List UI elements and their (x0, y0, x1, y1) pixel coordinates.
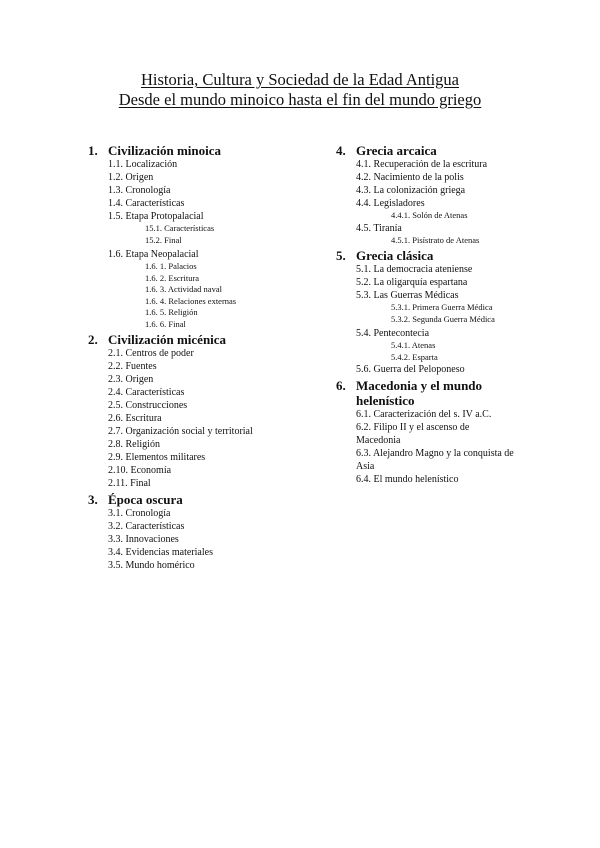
list-item: 5.6. Guerra del Peloponeso (356, 364, 465, 375)
section-title: Grecia arcaica (356, 143, 437, 158)
list-subitem: 1.6. 4. Relaciones externas (145, 295, 237, 306)
section-number: 6. (336, 378, 346, 393)
section-heading-2 (88, 332, 328, 347)
section-title: Civilización minoica (108, 143, 222, 158)
list-subitem: 4.4.1. Solón de Atenas (391, 210, 468, 220)
list-subitem: 5.3.2. Segunda Guerra Médica (391, 313, 495, 324)
list-item: 2.1. Centros de poder (108, 348, 194, 359)
list-item: 5.2. La oligarquía espartana (356, 277, 468, 288)
list-item-continuation: Macedonia (356, 435, 401, 446)
list-subitem: 1.6. 5. Religión (145, 307, 198, 317)
section-title-line: Macedonia y el mundo (356, 378, 483, 393)
section-heading-4 (336, 143, 536, 158)
list-subitem: 1.6. 2. Escritura (145, 272, 200, 283)
list-subitem: 4.5.1. Pisístrato de Atenas (391, 234, 480, 245)
list-item: 4.4. Legisladores (356, 198, 425, 209)
list-item: 2.8. Religión (108, 439, 160, 450)
section-heading-3 (88, 492, 328, 507)
list-subitem: 1.6. 3. Actividad naval (145, 284, 222, 294)
section-number: 3. (88, 492, 98, 507)
list-item: 4.3. La colonización griega (356, 185, 466, 196)
list-subitem: 5.4.2. Esparta (391, 351, 438, 362)
list-item: 1.2. Origen (108, 172, 154, 183)
list-item: 2.2. Fuentes (108, 361, 157, 372)
list-item: 6.1. Caracterización del s. IV a.C. (356, 409, 492, 420)
section-number: 5. (336, 248, 346, 263)
list-item: 3.1. Cronología (108, 508, 171, 519)
list-item: 6.3. Alejandro Magno y la conquista de (356, 448, 514, 459)
list-subitem: 5.3.1. Primera Guerra Médica (391, 302, 493, 312)
section-number: 2. (88, 332, 98, 347)
list-item: 5.3. Las Guerras Médicas (356, 290, 459, 301)
list-item: 2.5. Construcciones (108, 400, 188, 411)
section-title-line: helenístico (356, 393, 415, 408)
list-item: 1.5. Etapa Protopalacial (108, 211, 204, 222)
section-number: 4. (336, 143, 346, 158)
list-item: 2.10. Economía (108, 465, 172, 476)
section-title (356, 378, 482, 408)
section-heading-5 (336, 248, 536, 263)
list-item: 2.4. Características (108, 387, 185, 398)
list-item: 2.9. Elementos militares (108, 452, 206, 463)
list-item-continuation: Asia (356, 461, 375, 472)
list-item: 3.3. Innovaciones (108, 534, 179, 545)
list-subitem: 15.2. Final (145, 234, 182, 245)
list-item: 1.4. Características (108, 198, 185, 209)
list-item: 3.2. Características (108, 521, 185, 532)
list-item: 5.4. Pentecontecia (356, 328, 430, 339)
list-item: 1.3. Cronología (108, 185, 171, 196)
section-heading-1 (88, 143, 328, 158)
list-item: 4.5. Tiranía (356, 222, 402, 234)
list-item: 3.5. Mundo homérico (108, 560, 195, 571)
list-item: 1.1. Localización (108, 159, 178, 170)
list-item: 1.6. Etapa Neopalacial (108, 249, 199, 260)
document-title (0, 70, 600, 110)
list-item: 2.11. Final (108, 478, 151, 489)
list-item: 6.4. El mundo helenístico (356, 474, 459, 485)
left-column (88, 142, 328, 572)
section-heading-6 (336, 378, 536, 408)
list-item: 4.1. Recuperación de la escritura (356, 159, 488, 170)
section-title: Época oscura (108, 492, 183, 507)
list-item: 5.1. La democracia ateniense (356, 264, 473, 275)
list-subitem: 5.4.1. Atenas (391, 340, 436, 350)
right-column (336, 142, 536, 486)
list-item: 3.4. Evidencias materiales (108, 547, 213, 558)
title-line-1: Historia, Cultura y Sociedad de la Edad Antigua (140, 70, 459, 89)
list-subitem: 15.1. Características (145, 223, 215, 233)
list-subitem: 1.6. 1. Palacios (145, 261, 197, 271)
list-item: 2.7. Organización social y territorial (108, 426, 253, 437)
list-subitem: 1.6. 6. Final (145, 318, 186, 329)
section-title: Civilización micénica (108, 332, 227, 347)
title-line-2: Desde el mundo minoico hasta el fin del mundo griego (118, 90, 482, 109)
list-item: 4.2. Nacimiento de la polis (356, 172, 464, 183)
list-item: 2.6. Escritura (108, 413, 162, 424)
section-number: 1. (88, 143, 98, 158)
list-item: 2.3. Origen (108, 374, 154, 385)
section-title: Grecia clásica (356, 248, 434, 263)
list-item: 6.2. Filipo II y el ascenso de (356, 422, 470, 433)
